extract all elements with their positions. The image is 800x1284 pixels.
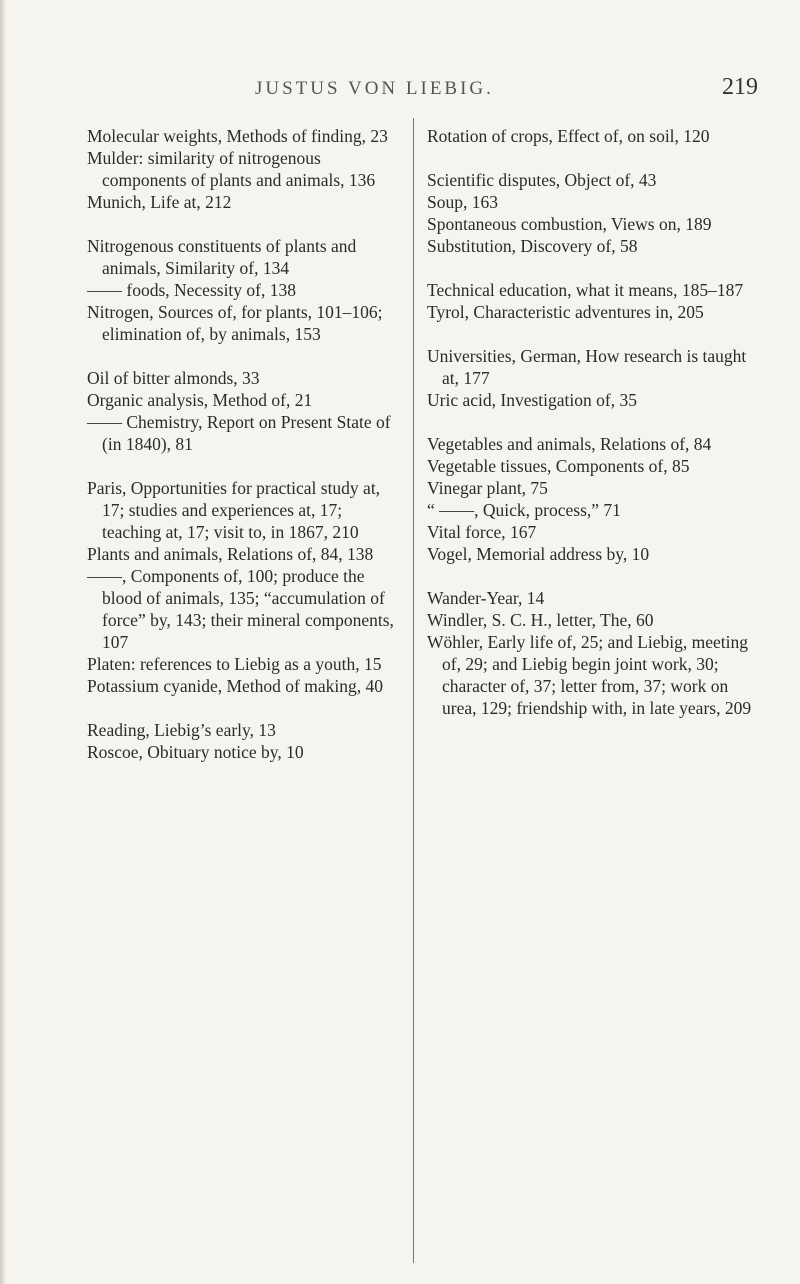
index-group-t [427,279,757,323]
index-entry: Wöhler, Early life of, 25; and Liebig, meeting of, 29; and Liebig begin joint work, 30; character of, 37; letter from, 37; work on urea, 129; friendship with, in late years, 209 [427,632,752,718]
page-spine-shadow [0,0,6,1284]
index-entry: Spontaneous combustion, Views on, 189 [427,214,712,234]
index-entry: Vital force, 167 [427,522,537,542]
index-entry: Oil of bitter almonds, 33 [87,368,260,388]
index-group-u [427,345,757,411]
index-column-left [87,125,397,785]
index-entry: Vegetables and animals, Relations of, 84 [427,434,712,454]
index-entry: Nitrogenous constituents of plants and animals, Similarity of, 134 [87,236,357,278]
column-divider [413,118,414,1263]
index-entry: —— foods, Necessity of, 138 [87,280,297,300]
index-group-n [87,235,397,345]
index-entry: Vinegar plant, 75 [427,478,548,498]
index-group-o [87,367,397,455]
index-group-r-cont [427,125,757,147]
index-group-w [427,587,757,719]
index-entry: Potassium cyanide, Method of making, 40 [87,676,384,696]
index-entry: Technical education, what it means, 185–187 [427,280,744,300]
index-entry: Platen: references to Liebig as a youth, 15 [87,654,382,674]
page-number: 219 [722,74,758,100]
index-entry: Scientific disputes, Object of, 43 [427,170,657,190]
index-entry: —— Chemistry, Report on Present State of (in 1840), 81 [87,412,391,454]
index-entry: Soup, 163 [427,192,498,212]
index-group-p [87,477,397,697]
index-entry: Windler, S. C. H., letter, The, 60 [427,610,654,630]
index-entry: Molecular weights, Methods of finding, 23 [87,126,388,146]
index-entry: Reading, Liebig’s early, 13 [87,720,276,740]
index-entry: Uric acid, Investigation of, 35 [427,390,637,410]
index-entry: Wander-Year, 14 [427,588,545,608]
index-entry: Nitrogen, Sources of, for plants, 101–106; elimination of, by animals, 153 [87,302,383,344]
index-entry: Tyrol, Characteristic adventures in, 205 [427,302,704,322]
index-entry: Mulder: similarity of nitrogenous components of plants and animals, 136 [87,148,376,190]
index-entry: Rotation of crops, Effect of, on soil, 120 [427,126,710,146]
index-group-s [427,169,757,257]
index-group-v [427,433,757,565]
index-group-r [87,719,397,763]
index-entry: Paris, Opportunities for practical study at, 17; studies and experiences at, 17; teaching at, 17; visit to, in 1867, 210 [87,478,381,542]
index-entry: Munich, Life at, 212 [87,192,232,212]
running-title: JUSTUS VON LIEBIG. [255,78,494,99]
index-column-right [427,125,757,741]
index-entry: Plants and animals, Relations of, 84, 138 [87,544,374,564]
index-entry: “ ——, Quick, process,” 71 [427,500,621,520]
index-group-m [87,125,397,213]
index-entry: Organic analysis, Method of, 21 [87,390,313,410]
index-entry: Substitution, Discovery of, 58 [427,236,638,256]
index-entry: ——, Components of, 100; produce the blood of animals, 135; “accumulation of force” by, 143; their mineral components, 107 [87,566,394,652]
index-entry: Vogel, Memorial address by, 10 [427,544,650,564]
index-entry: Vegetable tissues, Components of, 85 [427,456,690,476]
index-entry: Universities, German, How research is taught at, 177 [427,346,747,388]
page-header [0,74,800,108]
index-entry: Roscoe, Obituary notice by, 10 [87,742,304,762]
